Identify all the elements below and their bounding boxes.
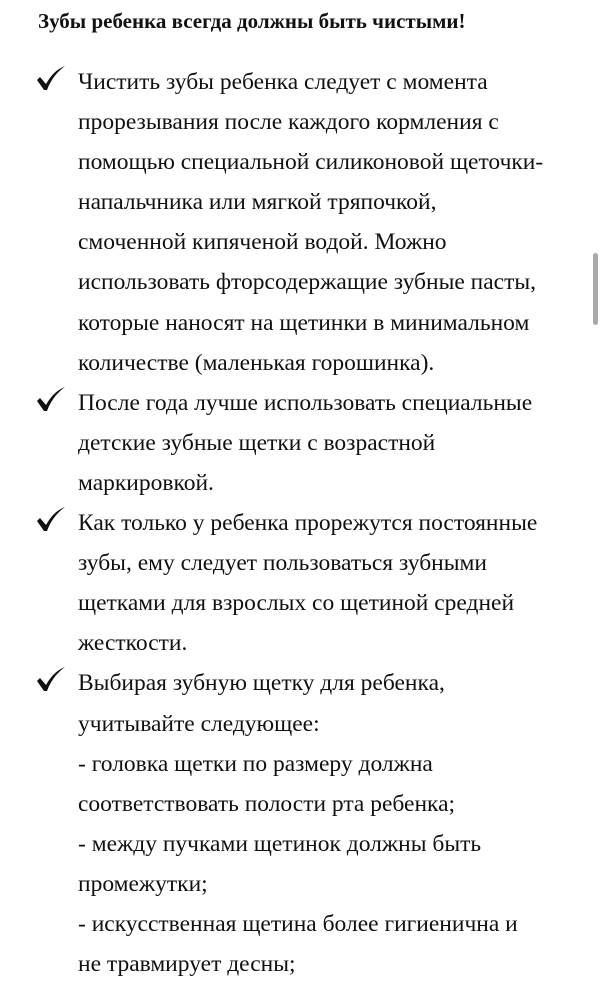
list-item-line: - головка щетки по размеру должна <box>78 750 433 777</box>
list-item-line: напальчника или мягкой тряпочкой, <box>78 189 437 216</box>
checkmark-icon <box>36 506 66 532</box>
list-item-line: щетками для взрослых со щетиной средней <box>78 590 515 617</box>
list-item-line: смоченной кипяченой водой. Можно <box>78 229 447 256</box>
checkmark-icon <box>36 65 66 91</box>
list-item-line: соответствовать полости рта ребенка; <box>78 790 456 817</box>
list-item-line: Как только у ребенка прорежутся постоянные <box>78 510 538 537</box>
list-item-line: помощью специальной силиконовой щеточки- <box>78 149 544 176</box>
list-item <box>0 383 600 503</box>
list-item-line: использовать фторсодержащие зубные пасты, <box>78 269 537 296</box>
list-item-line: зубы, ему следует пользоваться зубными <box>78 550 487 577</box>
list-item-line: учитывайте следующее: <box>78 710 320 737</box>
list-item-line: которые наносят на щетинки в минимальном <box>78 309 530 336</box>
advice-list <box>0 62 600 984</box>
list-item <box>0 62 600 383</box>
list-item-line: промежутки; <box>78 870 208 897</box>
list-item-line: - между пучками щетинок должны быть <box>78 830 482 857</box>
vertical-scrollbar[interactable] <box>593 253 598 325</box>
list-item-line: Выбирая зубную щетку для ребенка, <box>78 670 445 697</box>
list-item <box>0 503 600 663</box>
list-item-line: прорезывания после каждого кормления с <box>78 109 499 136</box>
checkmark-icon <box>36 666 66 692</box>
list-item-line: не травмирует десны; <box>78 951 296 978</box>
list-item <box>0 663 600 984</box>
list-item-line: Чистить зубы ребенка следует с момента <box>78 69 488 95</box>
list-item-line: маркировкой. <box>78 469 214 496</box>
page-title: Зубы ребенка всегда должны быть чистыми! <box>38 9 466 33</box>
list-item-line: количестве (маленькая горошинка). <box>78 349 435 376</box>
list-item-line: - искусственная щетина более гигиенична и <box>78 910 518 937</box>
list-item-line: детские зубные щетки с возрастной <box>78 429 436 456</box>
list-item-line: жесткости. <box>78 630 188 657</box>
checkmark-icon <box>36 386 66 412</box>
list-item-line: После года лучше использовать специальные <box>78 389 533 416</box>
